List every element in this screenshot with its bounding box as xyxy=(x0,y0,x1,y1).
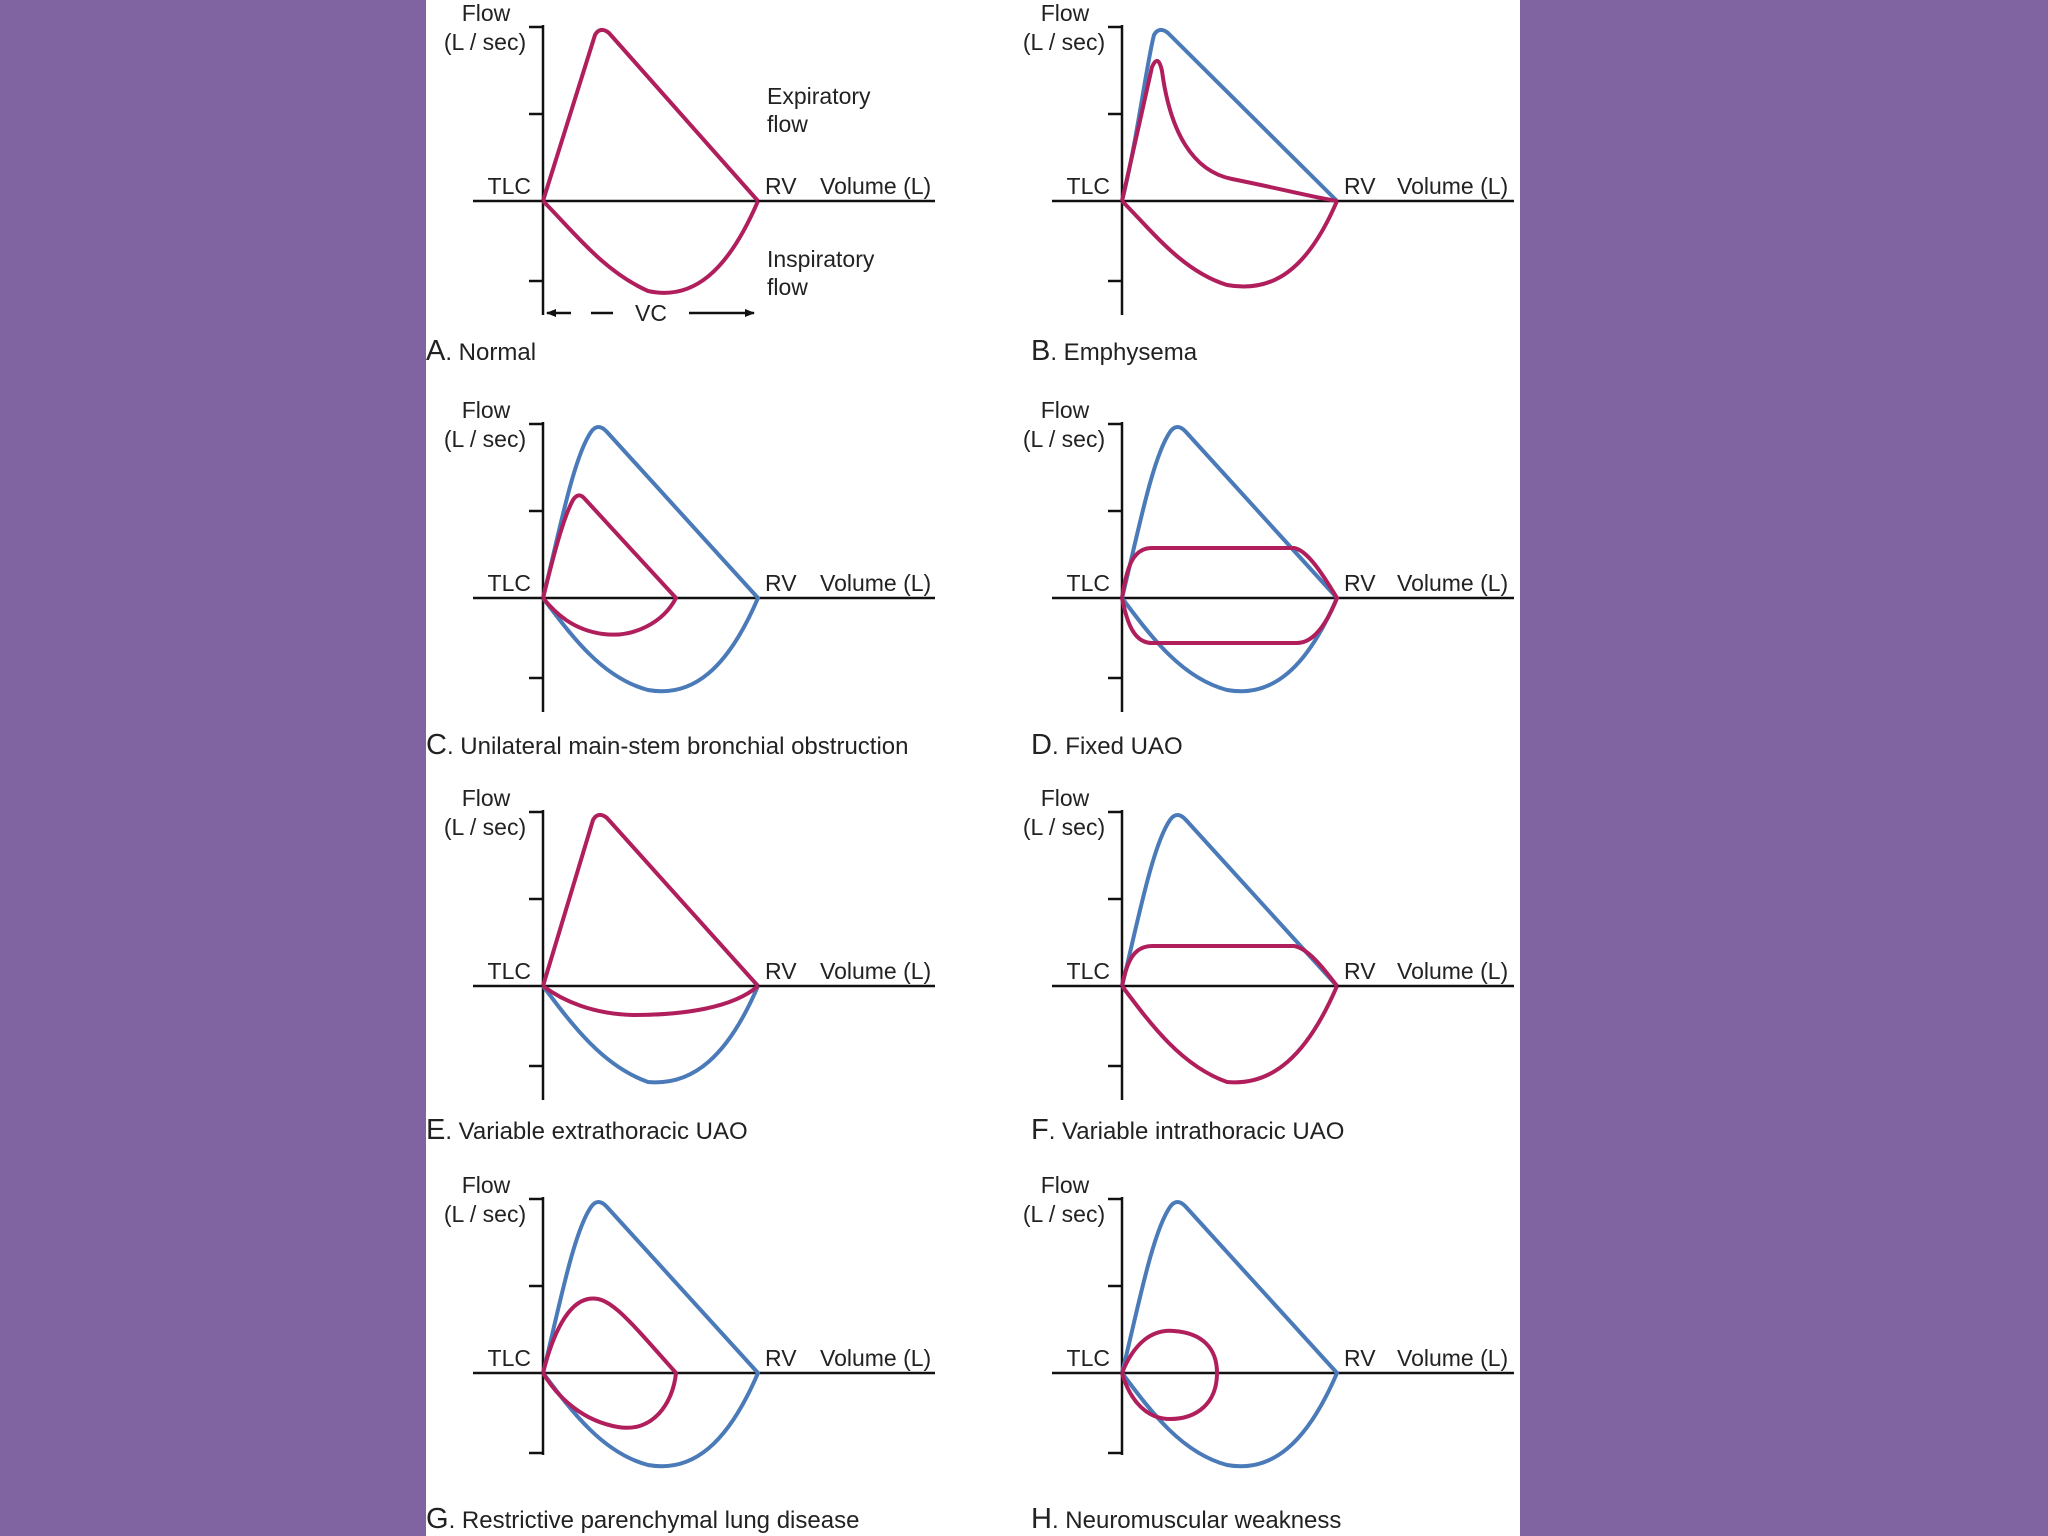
panel-d-flow-unit: (L / sec) xyxy=(1022,426,1106,452)
panel-c-axes xyxy=(473,422,935,712)
panel-b-expiratory-curve xyxy=(1122,61,1337,201)
panel-b-tlc-label: TLC xyxy=(1066,173,1110,199)
panel-h-flow-unit: (L / sec) xyxy=(1022,1201,1106,1227)
panel-e-variable-extrathoracic-uao xyxy=(426,785,935,1146)
panel-f-normal-expiratory-curve xyxy=(1122,815,1337,986)
expiratory-label-line2: flow xyxy=(767,111,808,137)
panel-h-axes xyxy=(1052,1197,1514,1455)
panel-g-flow-label: Flow xyxy=(461,1172,511,1198)
panel-f-inspiratory-curve xyxy=(1122,986,1337,1082)
inspiratory-label-line2: flow xyxy=(767,274,808,300)
panel-b-emphysema xyxy=(1023,0,1514,367)
panel-h-reduced-loop xyxy=(1122,1331,1217,1419)
panel-c-unilateral-obstruction xyxy=(426,397,935,761)
panel-d-fixed-uao xyxy=(1023,397,1514,761)
panel-g-flow-unit: (L / sec) xyxy=(443,1201,527,1227)
panel-e-tlc-label: TLC xyxy=(487,958,531,984)
panel-f-variable-intrathoracic-uao xyxy=(1023,785,1514,1146)
panel-f-plateau-curve xyxy=(1122,946,1337,986)
panel-f-flow-label: Flow xyxy=(1040,785,1090,811)
panel-f-axes xyxy=(1052,810,1514,1100)
panel-g-axes xyxy=(473,1197,935,1455)
panel-e-expiratory-curve xyxy=(543,815,758,986)
panel-f-flow-unit: (L / sec) xyxy=(1022,814,1106,840)
panel-d-normal-curve xyxy=(1122,427,1337,691)
panel-d-tlc-label: TLC xyxy=(1066,570,1110,596)
panel-d-axes xyxy=(1052,422,1514,712)
panel-h-flow-label: Flow xyxy=(1040,1172,1090,1198)
panel-c-tlc-label: TLC xyxy=(487,570,531,596)
panel-b-flow-label: Flow xyxy=(1040,0,1090,26)
panel-a-volume-label: Volume (L) xyxy=(820,173,932,199)
panel-a-tlc-label: TLC xyxy=(487,173,531,199)
panel-g-tlc-label: TLC xyxy=(487,1345,531,1371)
vc-arrow xyxy=(547,300,754,326)
panel-a-rv-label: RV xyxy=(765,173,797,199)
panel-a-flow-unit: (L / sec) xyxy=(443,29,527,55)
panel-f-tlc-label: TLC xyxy=(1066,958,1110,984)
panel-g-restrictive-disease xyxy=(426,1172,935,1535)
panel-b-rv-label: RV xyxy=(1344,173,1376,199)
panel-d-volume-label: Volume (L) xyxy=(1397,570,1509,596)
panel-e-flattened-inspiratory-curve xyxy=(543,986,758,1015)
panel-c-rv-label: RV xyxy=(765,570,797,596)
panel-f-caption: F. Variable intrathoracic UAO xyxy=(1031,1114,1345,1146)
panel-a-flow-label: Flow xyxy=(461,0,511,26)
panel-e-volume-label: Volume (L) xyxy=(820,958,932,984)
panel-c-flow-unit: (L / sec) xyxy=(443,426,527,452)
panel-g-normal-curve xyxy=(543,1202,758,1466)
panel-g-restricted-curve xyxy=(543,1298,676,1427)
panel-h-neuromuscular-weakness xyxy=(1023,1172,1514,1535)
panel-f-volume-label: Volume (L) xyxy=(1397,958,1509,984)
panel-b-volume-label: Volume (L) xyxy=(1397,173,1509,199)
panel-g-caption: G. Restrictive parenchymal lung disease xyxy=(426,1503,860,1535)
panel-h-volume-label: Volume (L) xyxy=(1397,1345,1509,1371)
panel-f-rv-label: RV xyxy=(1344,958,1376,984)
panel-e-caption: E. Variable extrathoracic UAO xyxy=(426,1114,748,1146)
panel-c-normal-curve xyxy=(543,427,758,691)
vc-label: VC xyxy=(635,300,667,326)
panel-h-caption: H. Neuromuscular weakness xyxy=(1031,1503,1342,1535)
panel-c-caption: C. Unilateral main-stem bronchial obstruction xyxy=(426,729,909,761)
panel-a-caption: A. Normal xyxy=(426,335,537,367)
panel-b-caption: B. Emphysema xyxy=(1031,335,1198,367)
slide xyxy=(426,0,1520,1536)
panel-d-caption: D. Fixed UAO xyxy=(1031,729,1183,761)
panel-a-inspiratory-curve xyxy=(543,201,758,293)
panel-d-flow-label: Flow xyxy=(1040,397,1090,423)
panel-e-flow-unit: (L / sec) xyxy=(443,814,527,840)
flow-volume-figure xyxy=(426,0,1520,1536)
panel-d-rv-label: RV xyxy=(1344,570,1376,596)
panel-b-axes xyxy=(1052,25,1514,315)
panel-c-flow-label: Flow xyxy=(461,397,511,423)
panel-a-expiratory-curve xyxy=(543,30,758,201)
panel-c-volume-label: Volume (L) xyxy=(820,570,932,596)
panel-e-rv-label: RV xyxy=(765,958,797,984)
panel-b-inspiratory-curve xyxy=(1122,201,1337,287)
panel-h-tlc-label: TLC xyxy=(1066,1345,1110,1371)
panel-e-flow-label: Flow xyxy=(461,785,511,811)
panel-e-normal-inspiratory-curve xyxy=(543,986,758,1082)
panel-h-rv-label: RV xyxy=(1344,1345,1376,1371)
panel-g-volume-label: Volume (L) xyxy=(820,1345,932,1371)
panel-g-rv-label: RV xyxy=(765,1345,797,1371)
panel-a-normal xyxy=(426,0,935,367)
expiratory-label-line1: Expiratory xyxy=(767,83,871,109)
panel-e-axes xyxy=(473,810,935,1100)
panel-b-flow-unit: (L / sec) xyxy=(1022,29,1106,55)
inspiratory-label-line1: Inspiratory xyxy=(767,246,875,272)
panel-b-normal-curve xyxy=(1122,30,1337,201)
